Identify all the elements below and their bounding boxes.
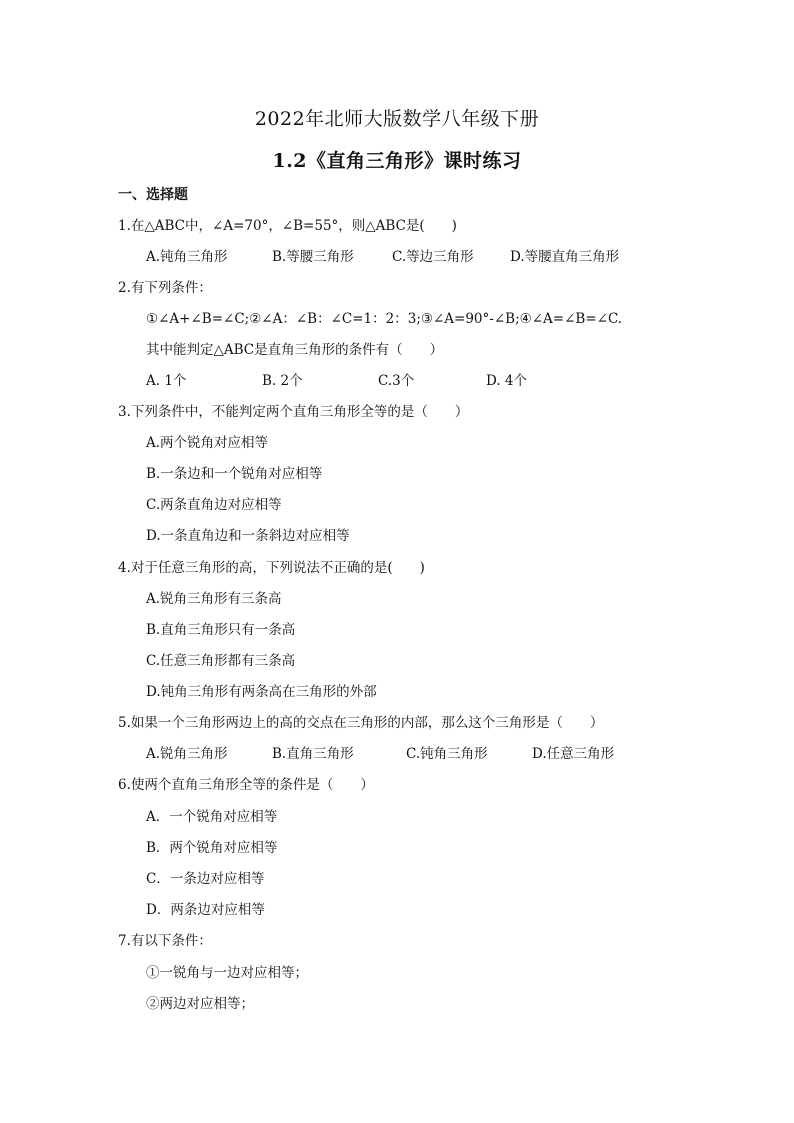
question-4-option-c: C.任意三角形都有三条高 [146, 653, 296, 669]
question-3-option-d: D.一条直角边和一条斜边对应相等 [146, 528, 350, 544]
question-7-item-1: ①一锐角与一边对应相等； [146, 965, 308, 981]
question-4-option-b: B.直角三角形只有一条高 [146, 622, 296, 638]
question-5-option-c: C.钝角三角形 [406, 746, 488, 762]
question-1-option-c: C.等边三角形 [392, 249, 474, 265]
question-7-item-2: ②两边对应相等； [146, 996, 254, 1012]
question-6-option-c: C．一条边对应相等 [146, 871, 265, 887]
question-4-stem: 4.对于任意三角形的高，下列说法不正确的是( ) [118, 560, 425, 576]
question-6-option-a: A．一个锐角对应相等 [146, 809, 278, 825]
question-5-option-d: D.任意三角形 [532, 746, 615, 762]
question-6-stem: 6.使两个直角三角形全等的条件是（ ） [118, 777, 374, 793]
question-2-option-d: D. 4个 [486, 373, 528, 389]
question-5-option-b: B.直角三角形 [272, 746, 354, 762]
question-6-option-b: B．两个锐角对应相等 [146, 840, 278, 856]
question-5-option-a: A.锐角三角形 [146, 746, 228, 762]
question-1-option-d: D.等腰直角三角形 [510, 249, 620, 265]
question-3-stem: 3.下列条件中，不能判定两个直角三角形全等的是（ ） [118, 404, 469, 420]
document-subtitle: 1.2《直角三角形》课时练习 [272, 150, 522, 172]
question-2-conditions: ①∠A+∠B=∠C;②∠A：∠B：∠C=1：2：3;③∠A=90°-∠B;④∠A=∠B=∠C. [146, 311, 623, 327]
document-title: 2022年北师大版数学八年级下册 [254, 108, 540, 130]
question-3-option-c: C.两条直角边对应相等 [146, 497, 282, 513]
question-5-stem: 5.如果一个三角形两边上的高的交点在三角形的内部，那么这个三角形是（ ） [118, 715, 604, 731]
question-6-option-d: D．两条边对应相等 [146, 902, 265, 918]
question-1-option-a: A.钝角三角形 [146, 249, 228, 265]
question-2-stem: 2.有下列条件： [118, 280, 212, 296]
question-1-option-b: B.等腰三角形 [272, 249, 354, 265]
question-2-option-b: B. 2个 [262, 373, 303, 389]
question-7-stem: 7.有以下条件： [118, 933, 212, 949]
question-3-option-b: B.一条边和一个锐角对应相等 [146, 466, 323, 482]
question-3-option-a: A.两个锐角对应相等 [146, 435, 269, 451]
question-1-stem: 1.在△ABC中，∠A=70°，∠B=55°，则△ABC是( ) [118, 218, 457, 234]
question-4-option-d: D.钝角三角形有两条高在三角形的外部 [146, 684, 377, 700]
section-heading: 一、选择题 [118, 187, 188, 203]
question-2-option-a: A. 1个 [146, 373, 187, 389]
question-2-option-c: C.3个 [378, 373, 415, 389]
question-4-option-a: A.锐角三角形有三条高 [146, 591, 282, 607]
question-2-ask: 其中能判定△ABC是直角三角形的条件有（ ） [146, 342, 444, 358]
